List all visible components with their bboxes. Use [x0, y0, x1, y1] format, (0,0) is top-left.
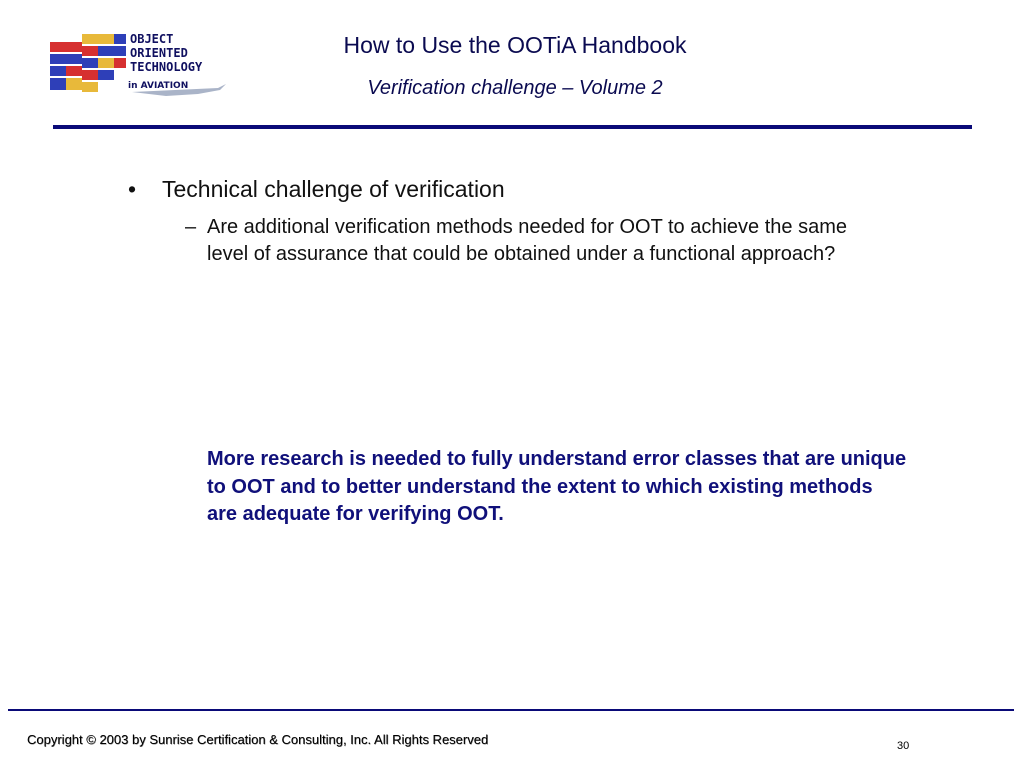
logo-text-aviation: in AVIATION [128, 81, 189, 91]
ootia-logo [48, 30, 228, 100]
page-number: 30 [897, 740, 910, 752]
logo-text-object: OBJECT [130, 32, 174, 46]
header-divider [53, 125, 972, 129]
page-title: How to Use the OOTiA Handbook [343, 32, 687, 58]
bullet-marker: • [128, 176, 137, 202]
bullet-text: Technical challenge of verification [162, 176, 505, 202]
sub-bullet-marker: – [185, 216, 197, 238]
logo-text-oriented: ORIENTED [130, 46, 188, 60]
footer-divider [8, 709, 1014, 711]
sub-bullet-text: Are additional verification methods needed for OOT to achieve the same level of assurance that could be obtained under a functional approach? [207, 216, 847, 265]
research-note: More research is needed to fully understand error classes that are unique to OOT and to better understand the extent to which existing methods are adequate for verifying OOT. [207, 448, 907, 525]
copyright-text: Copyright © 2003 by Sunrise Certification & Consulting, Inc. All Rights Reserved [27, 732, 489, 747]
page-subtitle: Verification challenge – Volume 2 [367, 77, 663, 99]
logo-blocks [50, 34, 126, 92]
logo-text-technology: TECHNOLOGY [130, 60, 203, 74]
